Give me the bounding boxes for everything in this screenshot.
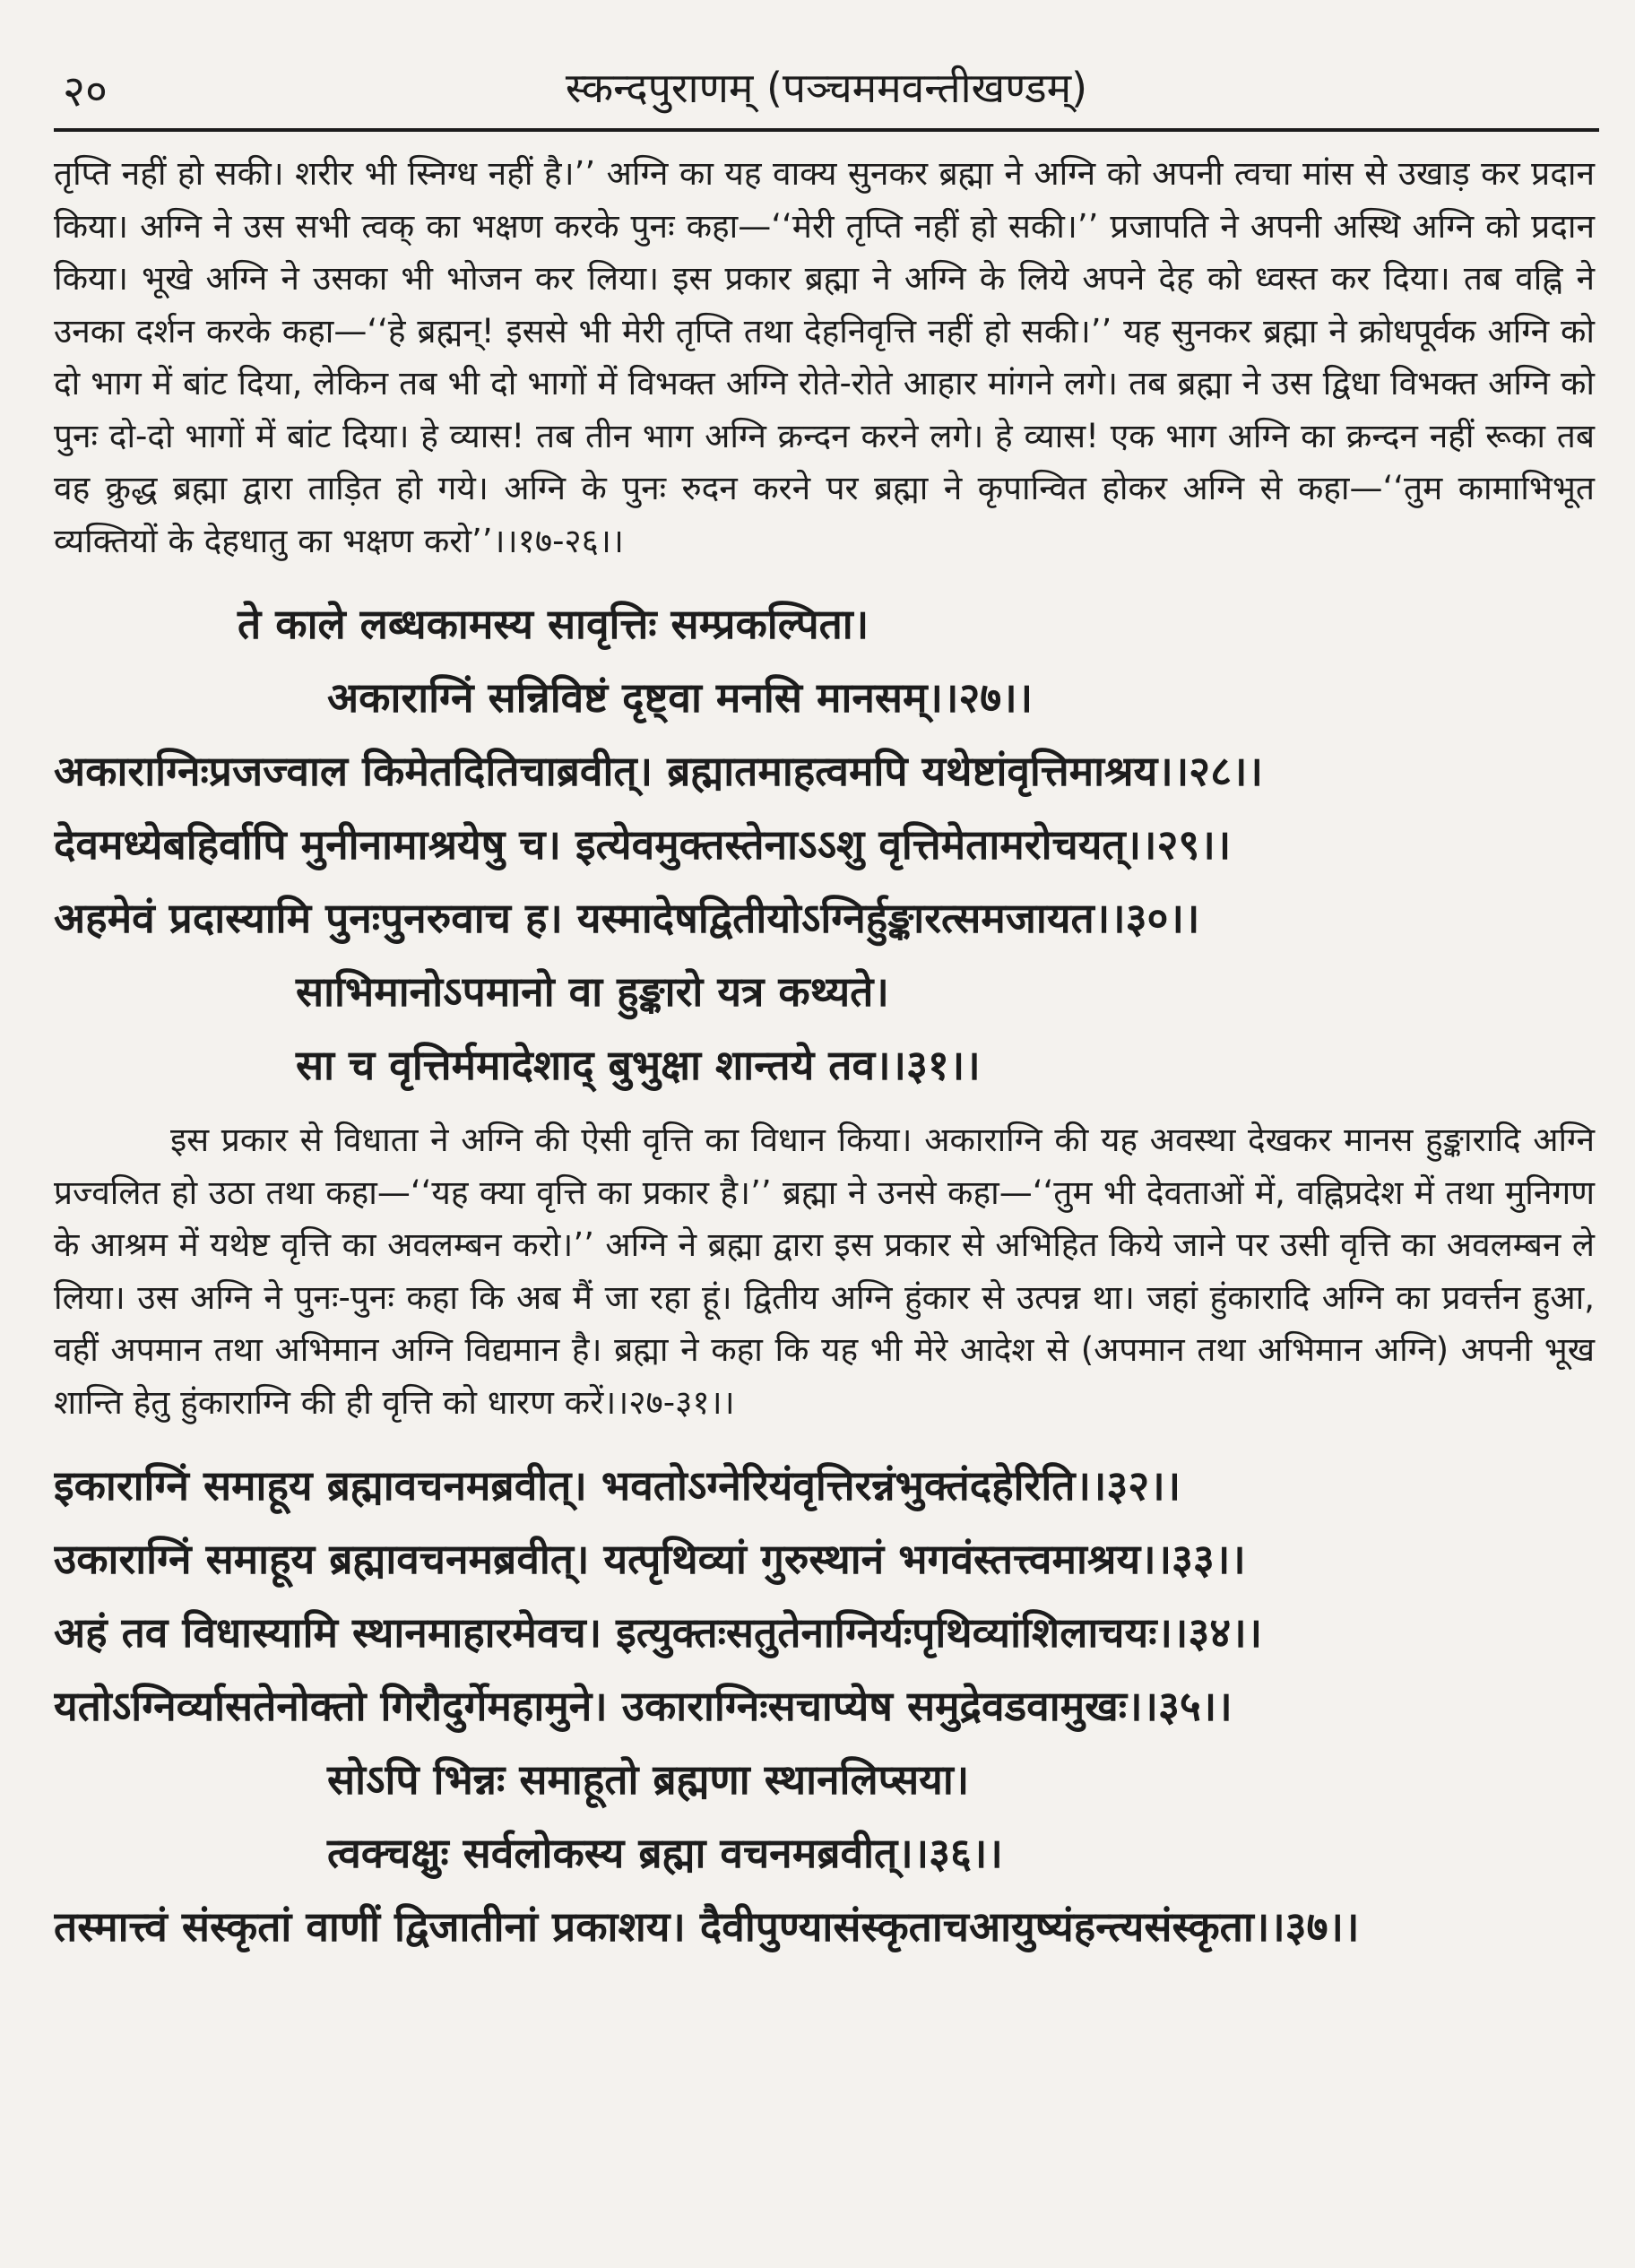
verse-line: अकाराग्निं सन्निविष्टं दृष्ट्वा मनसि मानसम्।।२७।।: [327, 673, 1034, 722]
header-rule: [54, 128, 1599, 132]
verse-line: यतोऽग्निर्व्यासतेनोक्तो गिरौदुर्गेमहामुने। उकाराग्निःसचाप्येष समुद्रेवडवामुखः।।३५।।: [54, 1682, 1233, 1730]
verse-line: तस्मात्त्वं संस्कृतां वाणीं द्विजातीनां प्रकाशय। दैवीपुण्यासंस्कृताचआयुष्यंहन्त्यसंस्कृता।।३७।।: [54, 1902, 1360, 1951]
verse-line: सा च वृत्तिर्ममादेशाद् बुभुक्षा शान्तये तव।।३१।।: [296, 1041, 981, 1089]
translation-paragraph-1: तृप्ति नहीं हो सकी। शरीर भी स्निग्ध नहीं है।’’ अग्नि का यह वाक्य सुनकर ब्रह्मा ने अग्नि को अपनी त्वचा मांस से उखाड़ कर प्रदान किया। अग्नि ने उस सभी त्वक् का भक्षण करके पुनः कहा—‘‘मेरी तृप्ति नहीं हो सकी।’’ प्रजापति ने अपनी अस्थि अग्नि को प्रदान किया। भूखे अग्नि ने उसका भी भोजन कर लिया। इस प्रकार ब्रह्मा ने अग्नि के लिये अपने देह को ध्वस्त कर दिया। तब वह्नि ने उनका दर्शन करके कहा—‘‘हे ब्रह्मन्! इससे भी मेरी तृप्ति तथा देहनिवृत्ति नहीं हो सकी।’’ यह सुनकर ब्रह्मा ने क्रोधपूर्वक अग्नि को दो भाग में बांट दिया, लेकिन तब भी दो भागों में विभक्त अग्नि रोते-रोते आहार मांगने लगे। तब ब्रह्मा ने उस द्विधा विभक्त अग्नि को पुनः दो-दो भागों में बांट दिया। हे व्यास! तब तीन भाग अग्नि क्रन्दन करने लगे। हे व्यास! एक भाग अग्नि का क्रन्दन नहीं रूका तब वह क्रुद्ध ब्रह्मा द्वारा ताड़ित हो गये। अग्नि के पुनः रुदन करने पर ब्रह्मा ने कृपान्वित होकर अग्नि से कहा—‘‘तुम कामाभिभूत व्यक्तियों के देहधातु का भक्षण करो’’।।१७-२६।।: [54, 154, 1595, 560]
verse-line: साभिमानोऽपमानो वा हुङ्कारो यत्र कथ्यते।: [296, 967, 889, 1016]
verse-line: ते काले लब्धकामस्य सावृत्तिः सम्प्रकल्पिता।: [238, 600, 869, 648]
verse-line: त्वक्चक्षुः सर्वलोकस्य ब्रह्मा वचनमब्रवीत्।।३६।।: [327, 1829, 1003, 1877]
verse-line: उकाराग्निं समाहूय ब्रह्मावचनमब्रवीत्। यत्पृथिव्यां गुरुस्थानं भगवंस्तत्त्वमाश्रय।।३३।।: [54, 1535, 1246, 1583]
verse-line: अकाराग्निःप्रजज्वाल किमेतदितिचाब्रवीत्। ब्रह्मातमाहत्वमपि यथेष्टांवृत्तिमाश्रय।।२८।।: [54, 747, 1263, 795]
verse-line: सोऽपि भिन्नः समाहूतो ब्रह्मणा स्थानलिप्सया।: [327, 1755, 970, 1804]
translation-paragraph-2: इस प्रकार से विधाता ने अग्नि की ऐसी वृत्ति का विधान किया। अकाराग्नि की यह अवस्था देखकर मानस हुङ्कारादि अग्नि प्रज्वलित हो उठा तथा कहा—‘‘यह क्या वृत्ति का प्रकार है।’’ ब्रह्मा ने उनसे कहा—‘‘तुम भी देवताओं में, वह्निप्रदेश में तथा मुनिगण के आश्रम में यथेष्ट वृत्ति का अवलम्बन करो।’’ अग्नि ने ब्रह्मा द्वारा इस प्रकार से अभिहित किये जाने पर उसी वृत्ति का अवलम्बन ले लिया। उस अग्नि ने पुनः-पुनः कहा कि अब मैं जा रहा हूं। द्वितीय अग्नि हुंकार से उत्पन्न था। जहां हुंकारादि अग्नि का प्रवर्त्तन हुआ, वहीं अपमान तथा अभिमान अग्नि विद्यमान है। ब्रह्मा ने कहा कि यह भी मेरे आदेश से (अपमान तथा अभिमान अग्नि) अपनी भूख शान्ति हेतु हुंकाराग्नि की ही वृत्ति को धारण करें।।२७-३१।।: [54, 1121, 1595, 1422]
running-title: स्कन्दपुराणम् (पञ्चममवन्तीखण्डम्): [565, 64, 1088, 112]
verse-block-1: [54, 587, 1595, 1102]
verse-line: देवमध्येबहिर्वापि मुनीनामाश्रयेषु च। इत्येवमुक्तस्तेनाऽऽशु वृत्तिमेतामरोचयत्।।२९।।: [54, 820, 1232, 869]
verse-line: अहं तव विधास्यामि स्थानमाहारमेवच। इत्युक्तःसतुतेनाग्निर्यःपृथिव्यांशिलाचयः।।३४।।: [54, 1608, 1263, 1657]
verse-line: इकाराग्निं समाहूय ब्रह्मावचनमब्रवीत्। भवतोऽग्नेरियंवृत्तिरन्नंभुक्तंदहेरिति।।३२।।: [54, 1461, 1181, 1510]
page-body: [54, 148, 1595, 1963]
page-number: २०: [63, 66, 108, 117]
verse-block-2: [54, 1449, 1595, 1963]
verse-line: अहमेवं प्रदास्यामि पुनःपुनरुवाच ह। यस्मादेषद्वितीयोऽग्निर्हुङ्कारत्समजायत।।३०।।: [54, 894, 1200, 942]
page-header: [54, 54, 1599, 126]
